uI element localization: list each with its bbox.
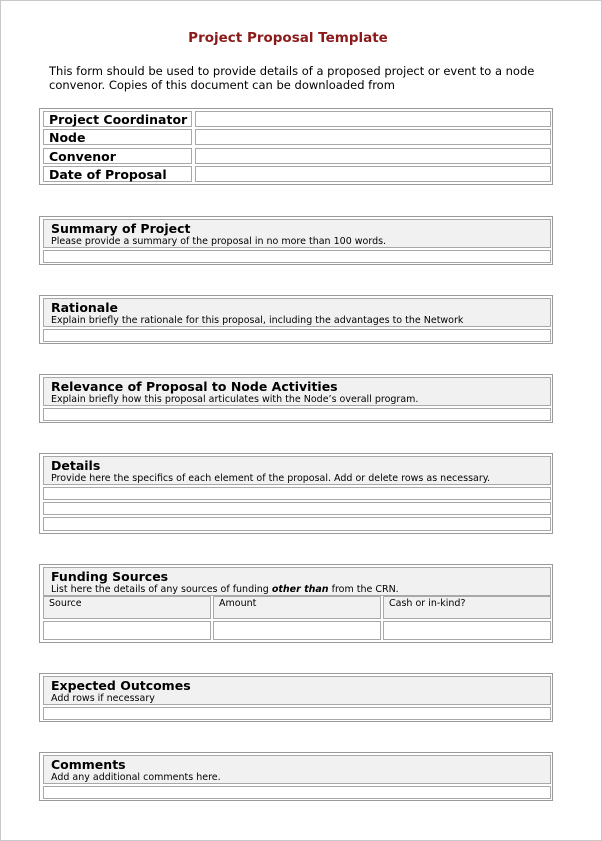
outcomes-heading: Expected Outcomes: [51, 678, 191, 693]
rationale-header: [43, 298, 551, 327]
details-heading: Details: [51, 458, 101, 473]
funding-cash-or-in-kind-field[interactable]: [383, 621, 551, 640]
outcomes-header: [43, 676, 551, 705]
convenor-field[interactable]: [195, 148, 551, 164]
summary-heading: Summary of Project: [51, 221, 191, 236]
funding-col-amount: Amount: [213, 596, 381, 619]
relevance-section: [39, 374, 553, 423]
project-coordinator-field[interactable]: [195, 111, 551, 127]
outcomes-instruction: Add rows if necessary: [51, 693, 155, 704]
date-of-proposal-field[interactable]: [195, 166, 551, 182]
outcomes-field[interactable]: [43, 707, 551, 720]
details-header: [43, 456, 551, 485]
comments-header: [43, 755, 551, 784]
comments-heading: Comments: [51, 757, 126, 772]
details-row-2-field[interactable]: [43, 502, 551, 515]
comments-field[interactable]: [43, 786, 551, 799]
info-table: [39, 108, 553, 185]
comments-section: [39, 752, 553, 801]
outcomes-section: [39, 673, 553, 722]
rationale-section: [39, 295, 553, 344]
label-convenor: Convenor: [43, 148, 192, 164]
rationale-heading: Rationale: [51, 300, 119, 315]
details-row-3-field[interactable]: [43, 517, 551, 531]
details-instruction: Provide here the specifics of each element of the proposal. Add or delete rows as necessary.: [51, 473, 491, 484]
relevance-header: [43, 377, 551, 406]
funding-section: [39, 564, 553, 643]
funding-col-source: Source: [43, 596, 211, 619]
funding-instruction-emphasis: other than: [271, 584, 329, 595]
node-field[interactable]: [195, 129, 551, 145]
label-node: Node: [43, 129, 192, 145]
intro-text: This form should be used to provide details of a proposed project or event to a node convenor. Copies of this document can be downloaded from: [49, 64, 535, 92]
details-section: [39, 453, 553, 534]
relevance-instruction: Explain briefly how this proposal articulates with the Node’s overall program.: [51, 394, 419, 405]
summary-header: [43, 219, 551, 248]
details-row-1-field[interactable]: [43, 487, 551, 500]
funding-heading: Funding Sources: [51, 569, 169, 584]
label-project-coordinator: Project Coordinator: [43, 111, 192, 127]
relevance-field[interactable]: [43, 408, 551, 421]
funding-amount-field[interactable]: [213, 621, 381, 640]
funding-instruction: List here the details of any sources of funding other than from the CRN.: [51, 584, 399, 595]
label-date-of-proposal: Date of Proposal: [43, 166, 192, 182]
rationale-instruction: Explain briefly the rationale for this proposal, including the advantages to the Network: [51, 315, 464, 326]
summary-instruction: Please provide a summary of the proposal in no more than 100 words.: [51, 236, 387, 247]
relevance-heading: Relevance of Proposal to Node Activities: [51, 379, 338, 394]
page-title: Project Proposal Template: [188, 30, 388, 46]
funding-header: [43, 567, 551, 596]
funding-col-cash-or-in-kind: Cash or in-kind?: [383, 596, 551, 619]
comments-instruction: Add any additional comments here.: [51, 772, 221, 783]
funding-source-field[interactable]: [43, 621, 211, 640]
summary-section: [39, 216, 553, 265]
rationale-field[interactable]: [43, 329, 551, 342]
summary-field[interactable]: [43, 250, 551, 263]
